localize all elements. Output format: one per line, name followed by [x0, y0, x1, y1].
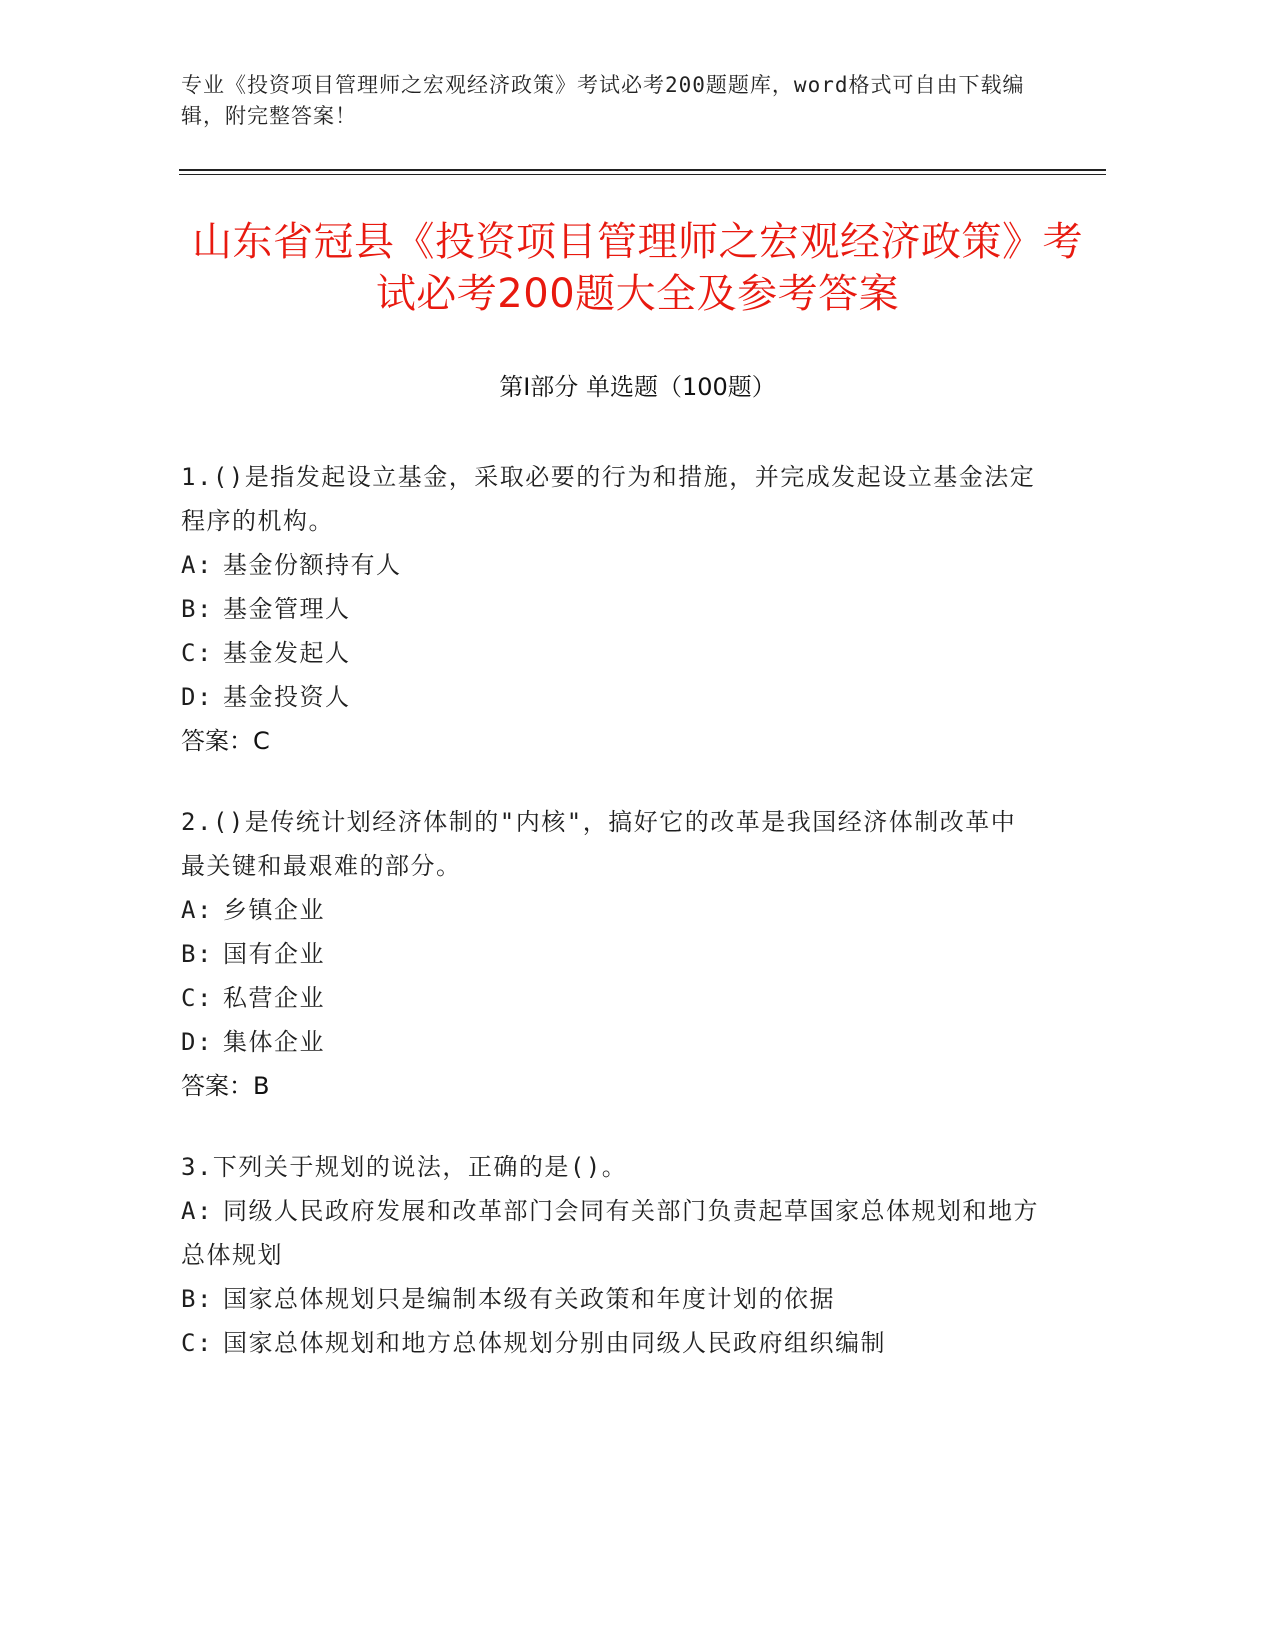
option-text: 基金投资人 [223, 683, 351, 711]
header-divider-thin [179, 174, 1106, 175]
question-2 [181, 800, 1041, 1108]
header-note: 专业《投资项目管理师之宏观经济政策》考试必考200题题库，word格式可自由下载编辑，附完整答案！ [181, 73, 1025, 128]
option-d [181, 675, 1041, 719]
option-text: 集体企业 [223, 1028, 325, 1056]
option-text: 国家总体规划只是编制本级有关政策和年度计划的依据 [223, 1285, 835, 1313]
option-key: A: [181, 1197, 213, 1225]
option-b [181, 1277, 1041, 1321]
question-3 [181, 1145, 1041, 1365]
option-c [181, 976, 1041, 1020]
question-text: 1.()是指发起设立基金，采取必要的行为和措施，并完成发起设立基金法定程序的机构。 [181, 463, 1036, 535]
option-a [181, 888, 1041, 932]
option-a [181, 1189, 1041, 1277]
option-key: D: [181, 683, 213, 711]
question-text: 3.下列关于规划的说法，正确的是()。 [181, 1153, 628, 1181]
option-text: 乡镇企业 [223, 896, 325, 924]
option-text: 基金发起人 [223, 639, 351, 667]
header-divider-thick [179, 169, 1106, 171]
section-title: 第I部分 单选题（100题） [499, 373, 776, 401]
option-b [181, 587, 1041, 631]
option-key: B: [181, 595, 213, 623]
option-key: A: [181, 551, 213, 579]
option-text: 同级人民政府发展和改革部门会同有关部门负责起草国家总体规划和地方总体规划 [181, 1197, 1039, 1269]
option-b [181, 932, 1041, 976]
option-key: C: [181, 639, 213, 667]
option-key: B: [181, 1285, 213, 1313]
option-key: C: [181, 984, 213, 1012]
option-a [181, 543, 1041, 587]
option-c [181, 1321, 1041, 1365]
option-text: 国有企业 [223, 940, 325, 968]
option-text: 基金管理人 [223, 595, 351, 623]
option-d [181, 1020, 1041, 1064]
document-title: 山东省冠县《投资项目管理师之宏观经济政策》考试必考200题大全及参考答案 [192, 219, 1083, 317]
option-text: 私营企业 [223, 984, 325, 1012]
answer-line: 答案：C [181, 727, 270, 755]
answer-line: 答案：B [181, 1072, 270, 1100]
option-key: D: [181, 1028, 213, 1056]
option-key: A: [181, 896, 213, 924]
option-text: 国家总体规划和地方总体规划分别由同级人民政府组织编制 [223, 1329, 886, 1357]
option-text: 基金份额持有人 [223, 551, 402, 579]
option-key: C: [181, 1329, 213, 1357]
question-list [181, 455, 1041, 1402]
question-1 [181, 455, 1041, 763]
option-c [181, 631, 1041, 675]
option-key: B: [181, 940, 213, 968]
question-text: 2.()是传统计划经济体制的"内核"，搞好它的改革是我国经济体制改革中最关键和最艰难的部分。 [181, 808, 1017, 880]
